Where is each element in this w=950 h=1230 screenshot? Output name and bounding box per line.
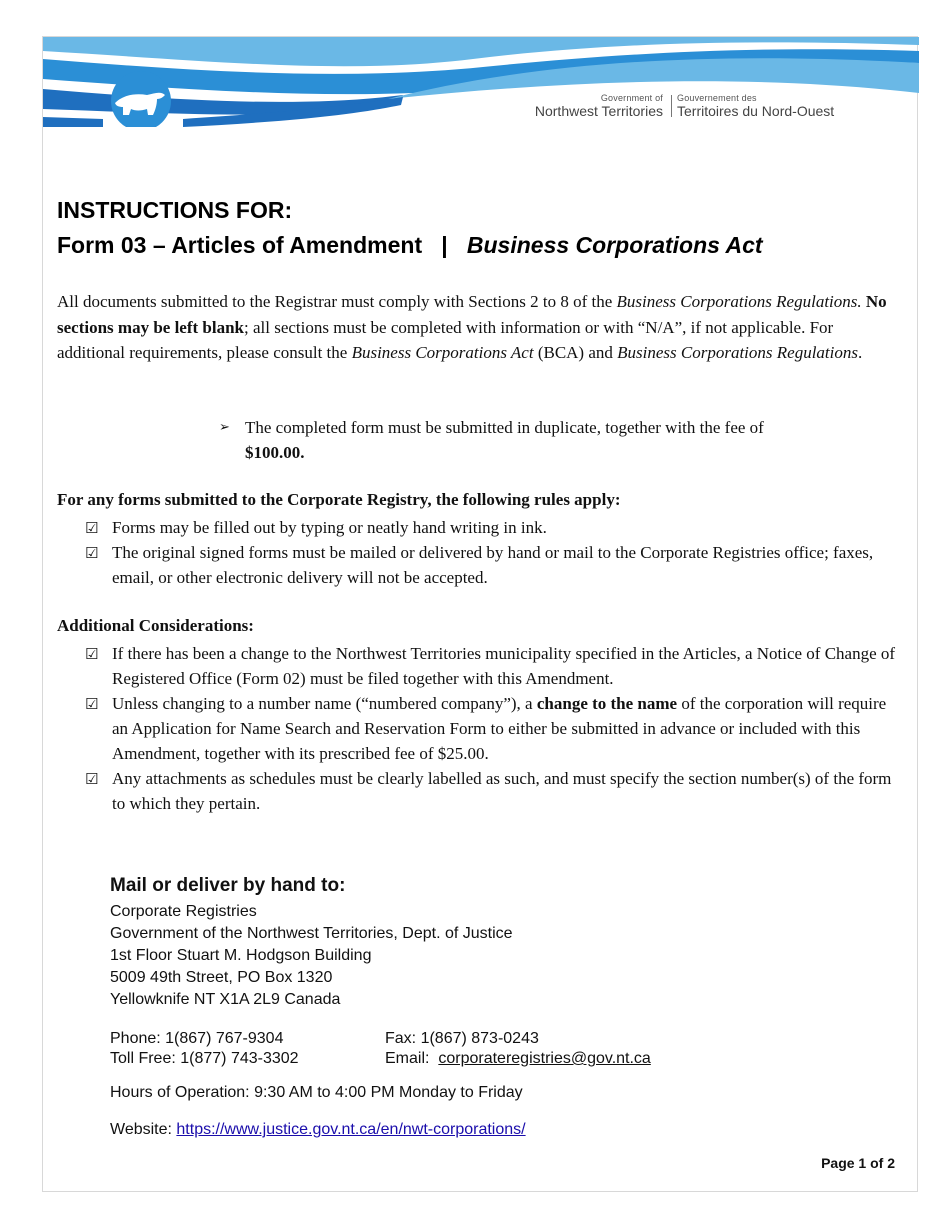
email-row <box>385 1049 651 1069</box>
rules-list <box>85 515 905 590</box>
website-label: Website: <box>110 1121 177 1138</box>
list-item <box>85 641 905 691</box>
considerations-heading: Additional Considerations: <box>57 616 254 635</box>
fee-note-text: The completed form must be submitted in duplicate, together with the fee of <box>245 418 764 437</box>
phone-number: Phone: 1(867) 767-9304 <box>110 1030 284 1047</box>
address-line: Yellowknife NT X1A 2L9 Canada <box>110 991 341 1008</box>
title-line1: INSTRUCTIONS FOR: <box>57 197 293 223</box>
address-line: 1st Floor Stuart M. Hodgson Building <box>110 947 372 964</box>
fee-note <box>219 415 785 465</box>
contact-block <box>110 875 651 1138</box>
address-line: 5009 49th Street, PO Box 1320 <box>110 969 333 986</box>
checkbox-checked-icon: ☑ <box>85 770 99 788</box>
intro-italic-regulations: Business Corporations Regulations. <box>616 292 862 311</box>
rules-heading: For any forms submitted to the Corporate Registry, the following rules apply: <box>57 490 621 509</box>
consideration-text: of the corporation will require an Application for Name Search and Reservation Form to either be submitted in advance or included with this Amendment, together with its prescribed fee of $25.00. <box>112 694 887 763</box>
intro-paragraph <box>57 289 893 366</box>
title-form-name: Form 03 – Articles of Amendment <box>57 232 423 258</box>
rule-text: Forms may be filled out by typing or neatly hand writing in ink. <box>112 518 547 537</box>
page-title <box>57 193 763 263</box>
gov-en-small: Government of <box>600 93 663 103</box>
website-row <box>110 1120 526 1140</box>
gov-name-english <box>535 93 663 119</box>
intro-text-end: . <box>858 343 863 362</box>
email-label: Email: <box>385 1050 430 1067</box>
list-item <box>85 766 905 816</box>
intro-text-2: ; all sections must be completed with information or with “N/A”, if not applicable. For additional requirements, please consult the <box>57 317 834 362</box>
arrow-bullet-icon: ➢ <box>219 420 230 435</box>
toll-free-number: Toll Free: 1(877) 743-3302 <box>110 1050 299 1067</box>
gov-fr-small: Gouvernement des <box>677 93 757 103</box>
gov-fr-name: Territoires du Nord-Ouest <box>677 103 835 119</box>
consideration-text: If there has been a change to the Northwest Territories municipality specified in the Articles, a Notice of Change of Registered Office (Form 02) must be filed together with this Amendment. <box>112 644 896 688</box>
gov-en-name: Northwest Territories <box>534 103 663 119</box>
intro-text-1: All documents submitted to the Registrar must comply with Sections 2 to 8 of the <box>57 292 617 311</box>
document-page <box>42 36 918 1192</box>
page-number: Page 1 of 2 <box>821 1155 895 1171</box>
checkbox-checked-icon: ☑ <box>85 695 99 713</box>
hours-of-operation: Hours of Operation: 9:30 AM to 4:00 PM Monday to Friday <box>110 1084 523 1101</box>
considerations-list <box>85 641 905 816</box>
gov-separator <box>671 95 672 117</box>
fax-number: Fax: 1(867) 873-0243 <box>385 1030 539 1047</box>
intro-italic-regulations-2: Business Corporations Regulations <box>617 343 858 362</box>
consideration-text: Unless changing to a number name (“numbered company”), a <box>112 694 537 713</box>
mailing-address <box>110 901 513 1011</box>
list-item <box>85 540 905 590</box>
rule-text: The original signed forms must be mailed or delivered by hand or mail to the Corporate Registries office; faxes, email, or other electronic delivery will not be accepted. <box>112 543 874 587</box>
list-item <box>85 515 905 540</box>
title-separator: | <box>441 232 448 258</box>
intro-text-3: (BCA) and <box>533 343 618 362</box>
intro-italic-act: Business Corporations Act <box>351 343 534 362</box>
fee-amount: $100.00. <box>245 443 305 462</box>
gov-name-french <box>677 93 834 119</box>
address-line: Corporate Registries <box>110 903 257 920</box>
consideration-text: Any attachments as schedules must be clearly labelled as such, and must specify the section number(s) of the form to which they pertain. <box>112 769 892 813</box>
website-link[interactable]: https://www.justice.gov.nt.ca/en/nwt-corporations/ <box>176 1121 526 1138</box>
title-act-name: Business Corporations Act <box>466 232 763 258</box>
list-item <box>85 691 905 766</box>
address-line: Government of the Northwest Territories, Dept. of Justice <box>110 925 513 942</box>
email-link[interactable]: corporateregistries@gov.nt.ca <box>438 1050 651 1067</box>
checkbox-checked-icon: ☑ <box>85 645 99 663</box>
contact-heading: Mail or deliver by hand to: <box>110 875 346 896</box>
checkbox-checked-icon: ☑ <box>85 544 99 562</box>
consideration-bold: change to the name <box>536 694 678 713</box>
intro-bold-warning: No sections may be left blank <box>57 292 887 337</box>
checkbox-checked-icon: ☑ <box>85 519 99 537</box>
